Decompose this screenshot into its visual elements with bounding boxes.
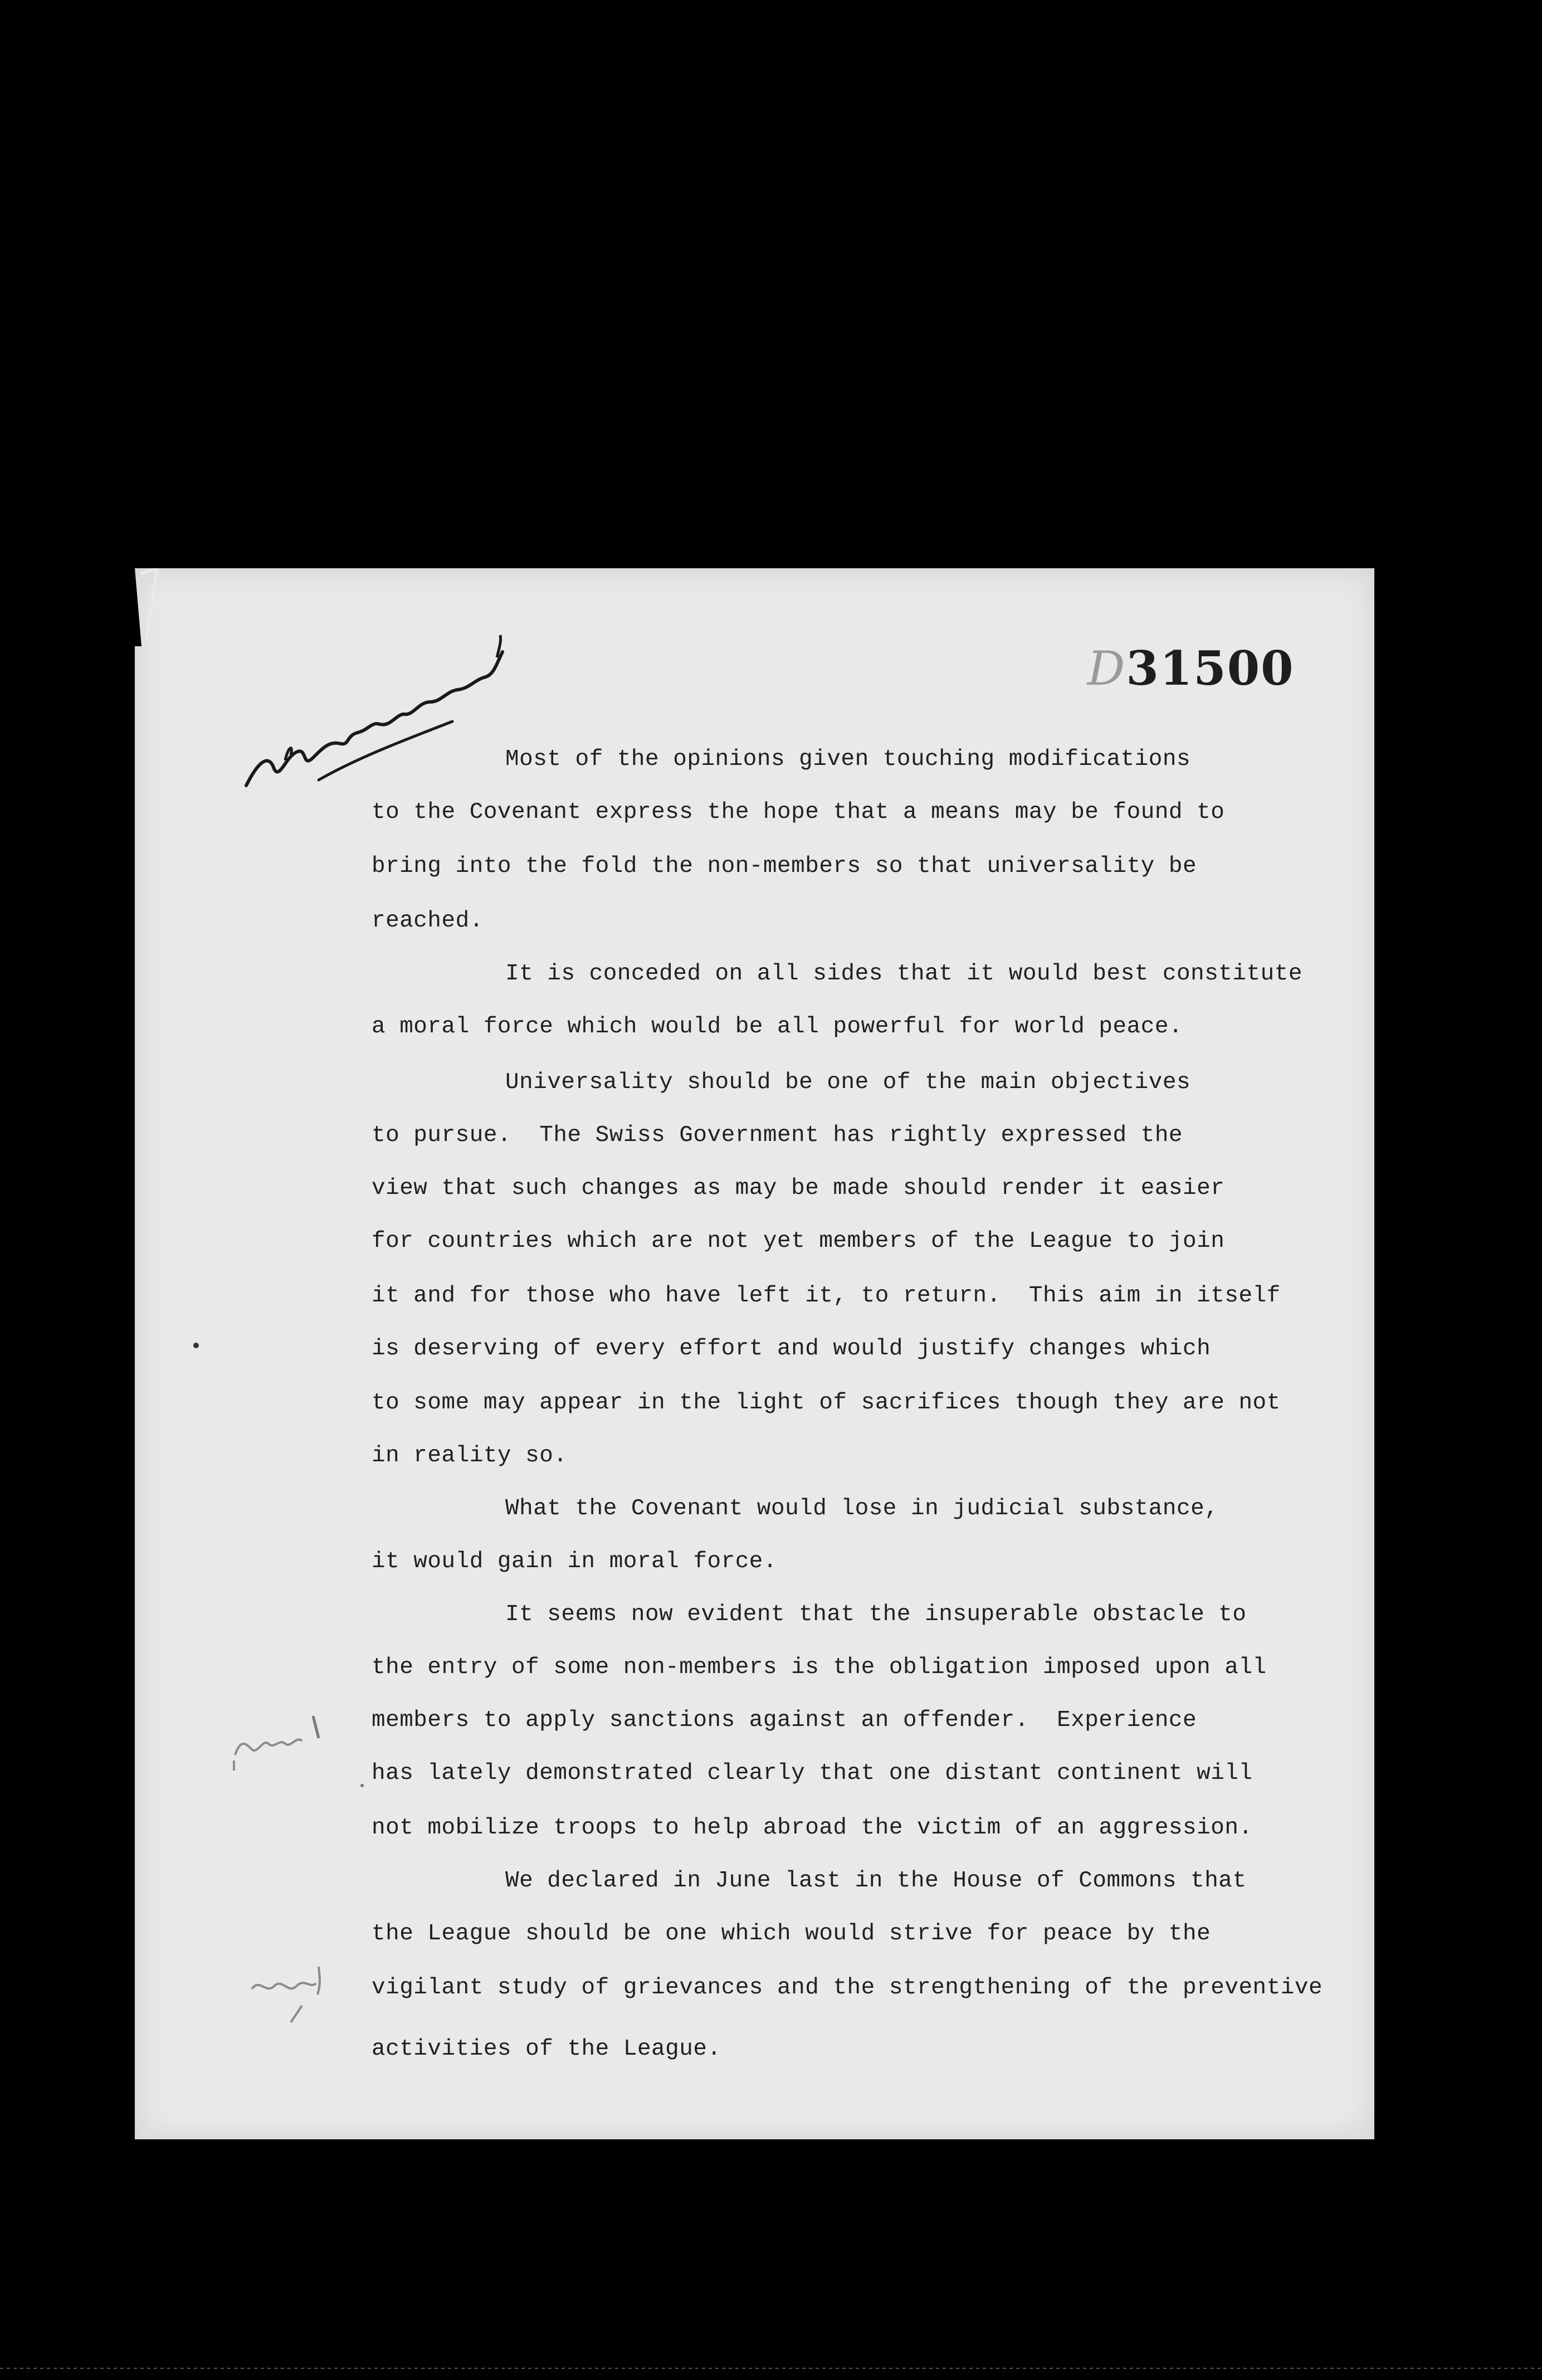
document-number-value: 31500	[1126, 641, 1295, 696]
text-line: What the Covenant would lose in judicial substance,	[505, 1496, 1219, 1521]
text-line: members to apply sanctions against an offender. Experience	[372, 1708, 1197, 1733]
text-line: Universality should be one of the main objectives	[505, 1070, 1191, 1095]
document-number	[1087, 641, 1295, 696]
text-line: activities of the League.	[372, 2036, 721, 2062]
text-line: to some may appear in the light of sacrifices though they are not	[372, 1390, 1281, 1416]
document-page	[135, 568, 1374, 2139]
text-line: reached.	[372, 908, 484, 934]
text-line: It is conceded on all sides that it would best constitute	[505, 961, 1302, 987]
text-line: it would gain in moral force.	[372, 1549, 778, 1574]
document-number-prefix: D	[1087, 641, 1126, 696]
text-line: a moral force which would be all powerful for world peace.	[372, 1014, 1183, 1040]
text-line: has lately demonstrated clearly that one distant continent will	[372, 1760, 1253, 1786]
text-line: to the Covenant express the hope that a means may be found to	[372, 799, 1225, 825]
margin-dot-mark	[193, 1343, 199, 1348]
text-line: is deserving of every effort and would justify changes which	[372, 1336, 1211, 1362]
bottom-dashed-rule	[0, 2368, 1542, 2369]
margin-dot-mark	[360, 1784, 364, 1787]
text-line: view that such changes as may be made should render it easier	[372, 1176, 1225, 1201]
text-line: for countries which are not yet members of the League to join	[372, 1228, 1225, 1254]
text-line: Most of the opinions given touching modifications	[505, 747, 1191, 772]
text-line: in reality so.	[372, 1443, 568, 1469]
text-line: It seems now evident that the insuperable obstacle to	[505, 1602, 1247, 1627]
text-line: vigilant study of grievances and the strengthening of the preventive	[372, 1975, 1323, 2001]
text-line: the entry of some non-members is the obligation imposed upon all	[372, 1655, 1267, 1680]
text-line: bring into the fold the non-members so that universality be	[372, 854, 1197, 879]
margin-note-mark	[246, 1955, 358, 2028]
text-line: We declared in June last in the House of Commons that	[505, 1868, 1247, 1894]
handwritten-signature	[235, 618, 525, 797]
text-line: it and for those who have left it, to return. This aim in itself	[372, 1283, 1281, 1309]
corner-fold-mark	[135, 568, 185, 646]
text-line: to pursue. The Swiss Government has rightly expressed the	[372, 1123, 1183, 1148]
text-line: the League should be one which would strive for peace by the	[372, 1921, 1211, 1947]
text-line: not mobilize troops to help abroad the victim of an aggression.	[372, 1815, 1253, 1841]
margin-note-mark	[230, 1705, 341, 1772]
